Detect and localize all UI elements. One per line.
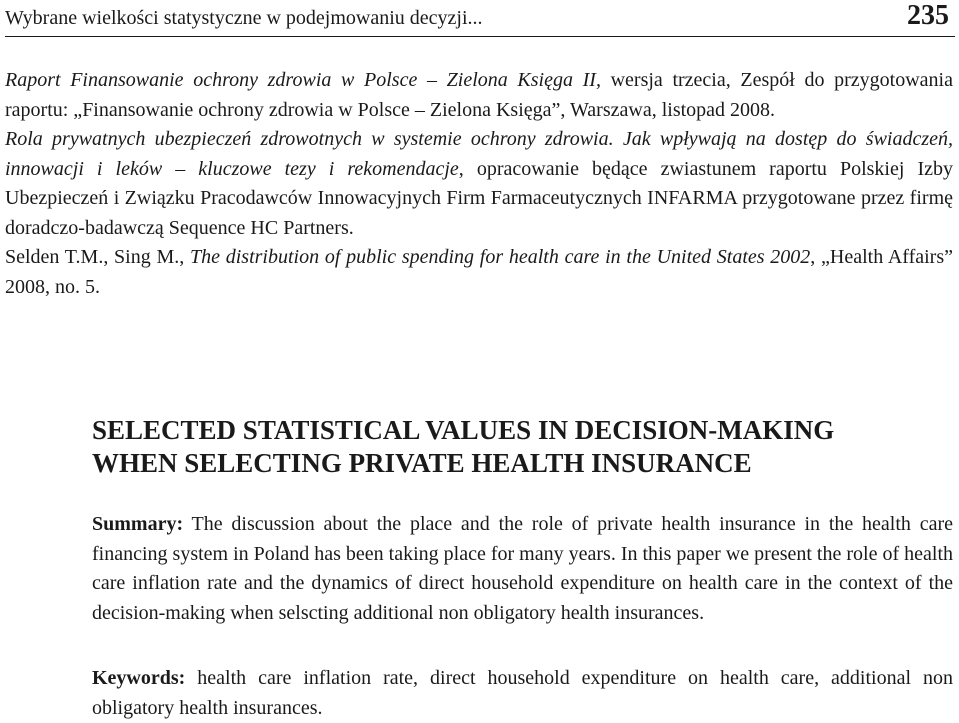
- summary-text: The discussion about the place and the role of private health insurance in the health care financing system in Poland has been taking place for many years. In this paper we present the role of health care inflation rate and the dynamics of direct household expenditure on health care in the context of the decision-making when selscting additional non obligatory health insurances.: [92, 513, 953, 624]
- reference-details: , „Health Affairs” 2008, no. 5.: [5, 246, 953, 298]
- running-header: [5, 0, 955, 37]
- article-title-line-2: WHEN SELECTING PRIVATE HEALTH INSURANCE: [92, 448, 752, 478]
- bibliography: [5, 66, 953, 302]
- reference-title: The distribution of public spending for health care in the United States 2002: [190, 246, 811, 268]
- reference-details: , opracowanie będące zwiastunem raportu Polskiej Izby Ubezpieczeń i Związku Pracodawców Innowacyjnych Firm Farmaceutycznych INFARMA przygotowane przez firmę doradczo-badawczą Sequence HC Partners.: [5, 157, 954, 239]
- keywords-paragraph: [92, 664, 953, 723]
- running-title: Wybrane wielkości statystyczne w podejmowaniu decyzji...: [5, 7, 483, 29]
- article-title-line-1: SELECTED STATISTICAL VALUES IN DECISION-MAKING: [92, 415, 835, 445]
- keywords-label: Keywords:: [92, 667, 186, 689]
- page-number: 235: [907, 0, 949, 31]
- summary-paragraph: [92, 510, 953, 628]
- reference-title: Raport Finansowanie ochrony zdrowia w Polsce – Zielona Księga II,: [5, 69, 601, 91]
- article-title: [92, 414, 952, 480]
- summary-label: Summary:: [92, 513, 184, 535]
- reference-details: wersja trzecia, Zespół do przygotowania raportu: „Finansowanie ochrony zdrowia w Polsce – Zielona Księga”, Warszawa, listopad 2008.: [5, 69, 953, 121]
- keywords-text: health care inflation rate, direct household expenditure on health care, additional non obligatory health insurances.: [92, 667, 953, 719]
- reference-item: [5, 66, 953, 125]
- reference-authors: Selden T.M., Sing M.,: [5, 246, 190, 268]
- reference-item: [5, 243, 953, 302]
- reference-title: Rola prywatnych ubezpieczeń zdrowotnych w systemie ochrony zdrowia. Jak wpływają na dostęp do świadczeń, innowacji i leków – kluczowe tezy i rekomendacje: [5, 128, 953, 180]
- reference-item: [5, 125, 953, 243]
